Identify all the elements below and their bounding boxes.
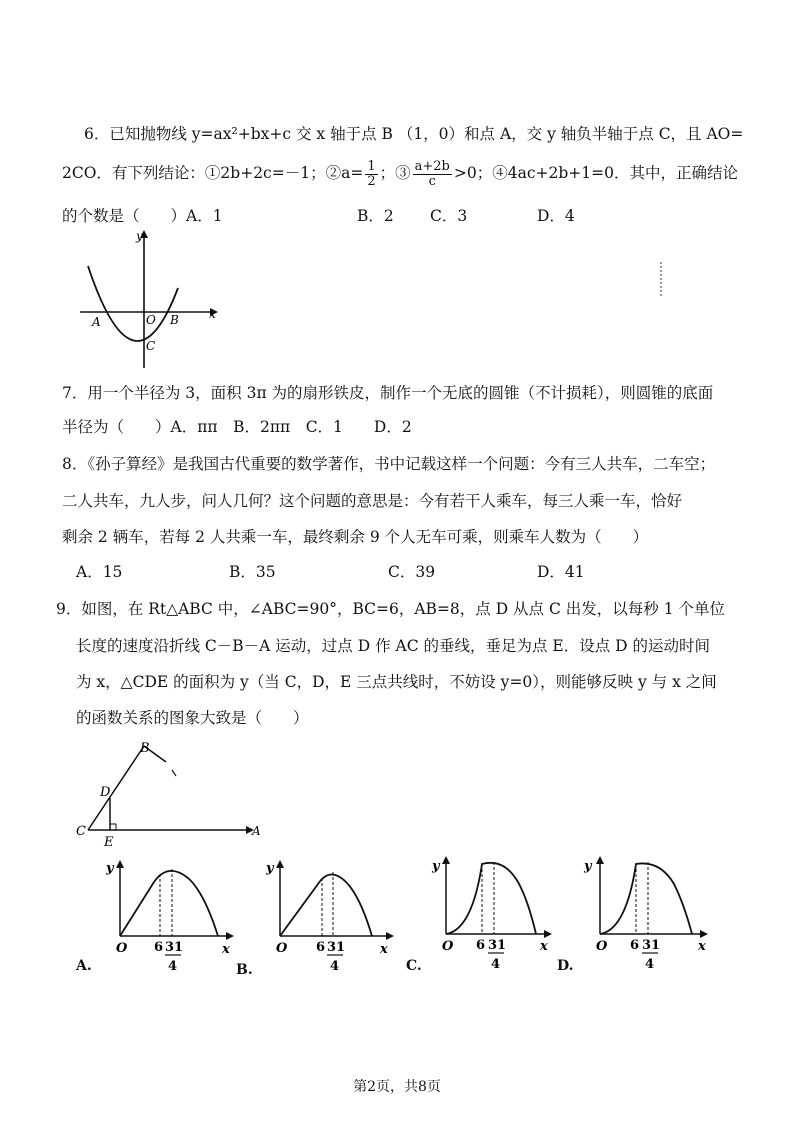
- segment-ba-fragment: [172, 770, 176, 776]
- graph-curve: [280, 874, 372, 936]
- x-label: x: [380, 942, 388, 957]
- q8-option-b: B．35: [229, 563, 276, 581]
- q9-option-a-label: A.: [76, 958, 92, 974]
- graph-curve: [120, 871, 218, 936]
- q9-option-d-label: D.: [557, 958, 574, 974]
- x-axis-arrow-icon: [544, 930, 552, 938]
- point-a-label: A: [92, 315, 101, 329]
- q8-line2: 二人共车，九人步，问人几何？这个问题的意思是：今有若干人乘车，每三人乘一车，恰好: [62, 492, 683, 510]
- tick-4: 4: [168, 959, 178, 974]
- q9-line1: 9．如图，在 Rt△ABC 中，∠ABC=90°，BC=6，AB=8，点 D 从点 C 出发，以每秒 1 个单位: [56, 600, 725, 618]
- frac-den: 2: [367, 173, 376, 189]
- q6-line1: 6．已知抛物线 y=ax²+bx+c 交 x 轴于点 B （1，0）和点 A，交 y 轴负半轴于点 C，且 AO=: [84, 125, 744, 143]
- q9-line2: 长度的速度沿折线 C－B－A 运动，过点 D 作 AC 的垂线，垂足为点 E．设点 D 的运动时间: [76, 637, 711, 655]
- q8-option-a: A．15: [76, 563, 123, 581]
- parabola-curve: [88, 266, 178, 341]
- x-label: x: [209, 307, 216, 321]
- origin-label: O: [116, 941, 128, 956]
- q6-fraction-half: [365, 160, 377, 188]
- point-c-label: C: [146, 339, 156, 353]
- point-a-label: A: [252, 824, 261, 838]
- point-d-label: D: [100, 785, 111, 800]
- q6-line2-c: >0；④4ac+2b+1=0．其中，正确结论: [453, 164, 738, 183]
- q9-option-c-label: C.: [406, 958, 422, 974]
- frac-num: a+2b: [414, 159, 450, 174]
- y-label: y: [584, 859, 592, 874]
- q8-option-c: C．39: [388, 563, 436, 581]
- tick-31: 31: [165, 940, 184, 955]
- tick-6: 6: [316, 940, 326, 955]
- tick-31: 31: [488, 938, 507, 953]
- q8-option-d: D．41: [537, 563, 585, 581]
- tick-4: 4: [330, 959, 340, 974]
- y-label: y: [106, 861, 114, 876]
- q6-line2: [62, 160, 738, 188]
- frac-den: c: [428, 173, 436, 189]
- segment-cb: [88, 746, 144, 830]
- frac-num: 1: [367, 159, 376, 174]
- q9-option-b-label: B.: [236, 962, 253, 978]
- tick-4: 4: [491, 957, 501, 972]
- q8-line1: 8．《孙子算经》是我国古代重要的数学著作，书中记载这样一个问题：今有三人共车，二车空；: [62, 455, 716, 473]
- y-axis-arrow-icon: [116, 860, 124, 868]
- q9-line3: 为 x，△CDE 的面积为 y（当 C，D，E 三点共线时，不妨设 y=0），则能够反映 y 与 x 之间: [76, 673, 717, 691]
- origin-label: O: [276, 941, 288, 956]
- x-label: x: [222, 942, 230, 957]
- tick-6: 6: [630, 938, 640, 953]
- q9-line4: 的函数关系的图象大致是（ ）: [76, 709, 309, 727]
- origin-label: O: [596, 939, 608, 954]
- q6-line2-b: ；③: [379, 164, 411, 183]
- q7-line2: 半径为（ ）A．ππ B．2ππ C．1 D．2: [62, 418, 412, 436]
- q9-graph-d: [576, 852, 726, 972]
- tick-6: 6: [154, 940, 164, 955]
- tick-6: 6: [476, 938, 486, 953]
- q9-graph-b: [256, 856, 406, 976]
- graph-curve: [446, 863, 536, 934]
- x-axis-arrow-icon: [386, 932, 394, 940]
- origin-label: O: [146, 313, 156, 327]
- scan-speck: [660, 262, 664, 296]
- graph-curve: [600, 863, 692, 934]
- q8-line3: 剩余 2 辆车，若每 2 人共乘一车，最终剩余 9 个人无车可乘，则乘车人数为（ ）: [62, 528, 649, 546]
- q6-line3: 的个数是（ ）A．1: [62, 207, 223, 225]
- x-label: x: [540, 939, 548, 954]
- y-label: y: [266, 861, 274, 876]
- x-axis-arrow-icon: [700, 930, 708, 938]
- origin-label: O: [442, 939, 454, 954]
- q6-option-b: B．2: [357, 207, 394, 225]
- q6-option-c: C．3: [430, 207, 468, 225]
- tick-31: 31: [642, 938, 661, 953]
- y-axis-arrow-icon: [276, 860, 284, 868]
- q6-line2-a: 2CO．有下列结论：①2b+2c=－1；②a=: [62, 164, 364, 183]
- y-axis-arrow-icon: [596, 856, 604, 864]
- tick-31: 31: [327, 940, 346, 955]
- q9-graph-c: [422, 852, 572, 972]
- q9-triangle-figure: [70, 732, 270, 854]
- tick-4: 4: [645, 957, 655, 972]
- page-footer: 第2页，共8页: [353, 1079, 441, 1095]
- point-c-label: C: [76, 824, 86, 839]
- x-label: x: [698, 939, 706, 954]
- q6-parabola-figure: [78, 226, 223, 376]
- y-label: y: [136, 229, 143, 243]
- point-b-label: B: [170, 313, 179, 327]
- q7-line1: 7．用一个半径为 3，面积 3π 为的扇形铁皮，制作一个无底的圆锥（不计损耗），则圆锥的底面: [62, 384, 714, 402]
- y-axis-arrow-icon: [442, 856, 450, 864]
- q6-option-d: D．4: [537, 207, 575, 225]
- x-axis-arrow-icon: [226, 932, 234, 940]
- right-angle-mark-icon: [110, 824, 116, 830]
- q6-fraction-ab: [413, 160, 452, 188]
- point-e-label: E: [104, 835, 114, 850]
- y-label: y: [432, 859, 440, 874]
- q9-graph-a: [96, 856, 246, 976]
- point-b-label: B: [140, 741, 150, 756]
